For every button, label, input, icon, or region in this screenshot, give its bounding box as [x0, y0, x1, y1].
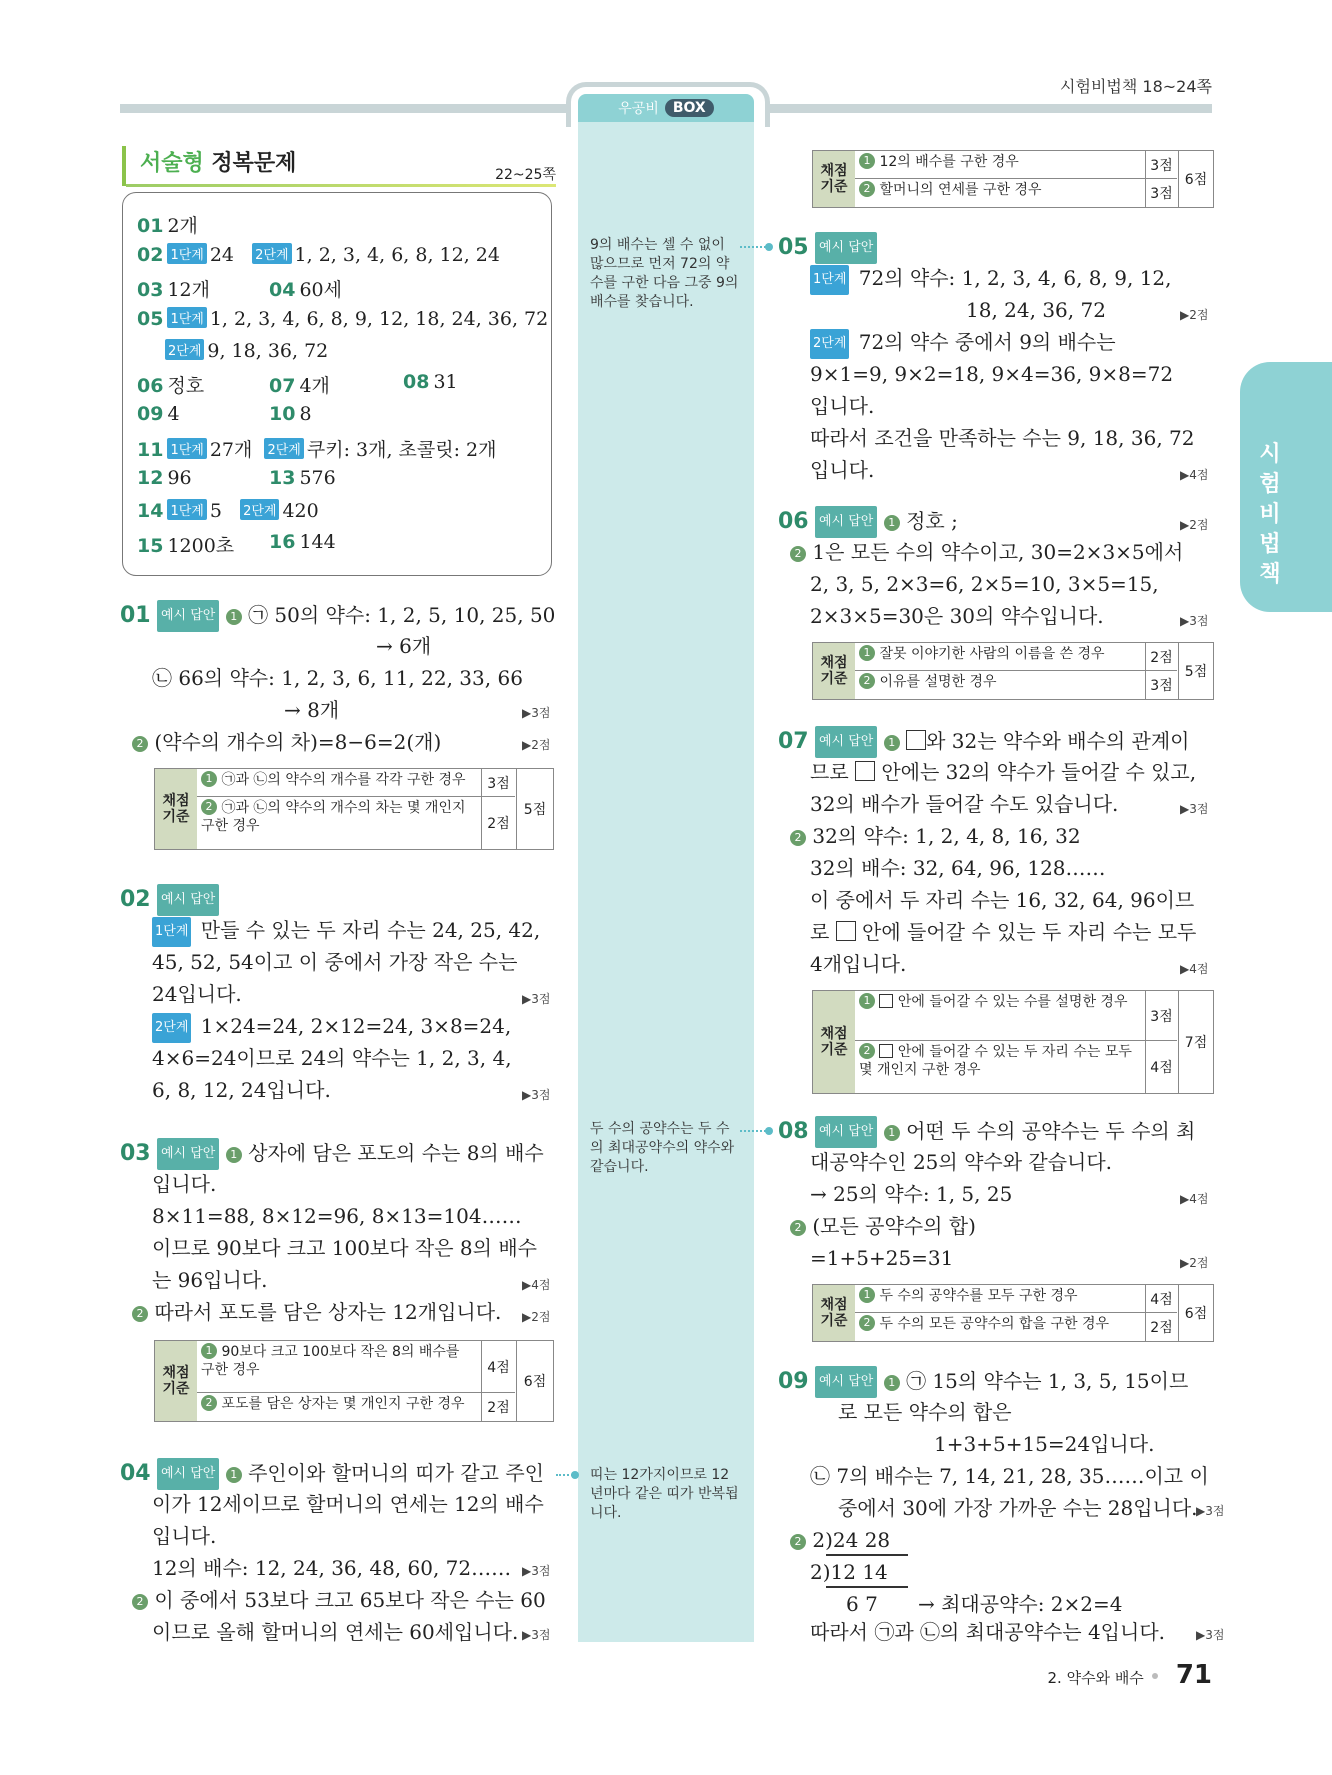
header-reference: 시험비법책 18~24쪽 [1060, 77, 1212, 96]
note-connector [740, 1130, 770, 1132]
points: ▶4점 [1180, 1192, 1209, 1206]
points: ▶3점 [1180, 614, 1209, 628]
q09-line1: 09 예시 답안 1 ㉠ 15의 약수는 1, 3, 5, 15이므 [778, 1366, 1188, 1398]
q08-line4: 2 (모든 공약수의 합) [790, 1212, 976, 1240]
scoring-row: 2 이유를 설명한 경우 [855, 671, 1145, 699]
points: ▶3점 [522, 1564, 551, 1578]
points: ▶3점 [522, 1628, 551, 1642]
side-tab-label: 시험비법책 [1259, 442, 1281, 587]
q07-line5: 32의 배수: 32, 64, 96, 128…… [810, 856, 1106, 880]
scoring-score: 2점 [1145, 1313, 1177, 1341]
q04-line3: 입니다. [152, 1524, 217, 1548]
q06-line3: 2, 3, 5, 2×3=6, 2×5=10, 3×5=15, [810, 572, 1159, 596]
q02-line0: 02 예시 답안 [120, 884, 219, 916]
q07-line2: 므로 안에는 32의 약수가 들어갈 수 있고, [810, 760, 1197, 784]
points: ▶2점 [522, 738, 551, 752]
answer-value: 12개 [167, 279, 210, 301]
answer-number: 01 [137, 215, 164, 237]
q03-line1: 03 예시 답안 1 상자에 담은 포도의 수는 8의 배수 [120, 1138, 544, 1170]
q05-line5: 입니다. [810, 394, 875, 418]
points: ▶3점 [522, 992, 551, 1006]
answer-value: 2개 [167, 215, 198, 237]
scoring-total: 5점 [1178, 643, 1213, 699]
points: ▶4점 [1180, 962, 1209, 976]
q06-line2: 2 1은 모든 수의 약수이고, 30=2×3×5에서 [790, 538, 1183, 566]
answer-value: 5 [209, 500, 222, 522]
scoring-total: 7점 [1178, 991, 1213, 1093]
points: ▶3점 [522, 1088, 551, 1102]
answer-number: 14 [137, 500, 164, 522]
scoring-label: 채점 기준 [155, 769, 197, 849]
answer-value: 24 [209, 244, 235, 266]
section-label-a: 서술형 [140, 151, 204, 176]
scoring-row: 2 두 수의 모든 공약수의 합을 구한 경우 [855, 1313, 1145, 1341]
q02-line6: 6, 8, 12, 24입니다. [152, 1078, 331, 1102]
q09-line4: ㉡ 7의 배수는 7, 14, 21, 28, 35……이고 이 [810, 1464, 1209, 1488]
q09-div3: 6 7 [846, 1592, 878, 1616]
note-q05: 9의 배수는 셀 수 없이 많으므로 먼저 72의 약수를 구한 다음 그중 9의 배수를 찾습니다. [590, 237, 739, 310]
page-number: 71 [1175, 1660, 1212, 1690]
q01-line4: → 8개 [284, 698, 340, 722]
q09-line6: 따라서 ㉠과 ㉡의 최대공약수는 4입니다. [810, 1620, 1165, 1644]
points: ▶4점 [522, 1278, 551, 1292]
answer-number: 06 [137, 375, 164, 397]
answer-value: 4개 [299, 375, 330, 397]
q07-line8: 4개입니다. [810, 952, 907, 976]
scoring-score: 2점 [1145, 643, 1177, 671]
q03-line3: 8×11=88, 8×12=96, 8×13=104…… [152, 1204, 522, 1228]
q05-line0: 05 예시 답안 [778, 232, 877, 264]
q04-line4: 12의 배수: 12, 24, 36, 48, 60, 72…… [152, 1556, 512, 1580]
sidebar-notes-column [578, 122, 754, 1642]
blank-box-icon [855, 761, 875, 781]
answer-value: 9, 18, 36, 72 [207, 340, 329, 362]
q06-line4: 2×3×5=30은 30의 약수입니다. [810, 604, 1104, 628]
scoring-score: 4점 [1145, 1041, 1177, 1093]
q05-line7: 입니다. [810, 458, 875, 482]
answer-value: 1200초 [167, 535, 235, 557]
scoring-score: 3점 [1145, 991, 1177, 1041]
answer-value: 8 [299, 403, 312, 425]
scoring-score: 3점 [1145, 671, 1177, 699]
scoring-score: 4점 [1145, 1285, 1177, 1313]
answer-value: 정호 [167, 375, 205, 397]
q08-line2: 대공약수인 25의 약수와 같습니다. [810, 1150, 1113, 1174]
division-line [826, 1554, 908, 1556]
q07-line7: 로 안에 들어갈 수 있는 두 자리 수는 모두 [810, 920, 1197, 944]
answer-value: 144 [299, 531, 336, 553]
answer-summary-box [122, 192, 552, 576]
q09-div4: → 최대공약수: 2×2=4 [918, 1592, 1123, 1616]
scoring-score: 3점 [1145, 151, 1177, 179]
q01-line3: ㉡ 66의 약수: 1, 2, 3, 6, 11, 22, 33, 66 [152, 666, 523, 690]
answer-number: 09 [137, 403, 164, 425]
example-answer-tag: 예시 답안 [157, 884, 219, 916]
answer-number: 05 [137, 308, 164, 330]
box-tab [578, 94, 754, 122]
step-badge: 1단계 [167, 243, 206, 264]
step-badge: 1단계 [167, 499, 206, 520]
example-answer-tag: 예시 답안 [157, 600, 219, 632]
q02-line1: 1단계 만들 수 있는 두 자리 수는 24, 25, 42, [152, 916, 540, 947]
scoring-score: 3점 [481, 769, 515, 797]
scoring-row: 2 ㉠과 ㉡의 약수의 개수의 차는 몇 개인지 구한 경우 [201, 800, 466, 834]
answer-number: 13 [269, 467, 296, 489]
step-badge: 2단계 [165, 339, 204, 360]
note-q08: 두 수의 공약수는 두 수의 최대공약수의 약수와 같습니다. [590, 1121, 735, 1175]
scoring-row: 2 안에 들어갈 수 있는 두 자리 수는 모두 몇 개인지 구한 경우 [859, 1044, 1132, 1078]
q07-line1: 07 예시 답안 1 와 32는 약수와 배수의 관계이 [778, 726, 1189, 758]
q07-line4: 2 32의 약수: 1, 2, 4, 8, 16, 32 [790, 822, 1081, 850]
answer-value: 576 [299, 467, 336, 489]
q01-line2: → 6개 [376, 634, 432, 658]
scoring-table-q03 [154, 1340, 554, 1422]
step-badge: 2단계 [264, 438, 303, 459]
answer-value: 96 [167, 467, 192, 489]
answer-value: 4 [167, 403, 180, 425]
scoring-row: 1 90보다 크고 100보다 작은 8의 배수를 구한 경우 [197, 1341, 481, 1393]
example-answer-tag: 예시 답안 [815, 1366, 877, 1398]
q05-line4: 9×1=9, 9×2=18, 9×4=36, 9×8=72 [810, 362, 1174, 386]
scoring-table-q08 [812, 1284, 1214, 1342]
step-badge: 1단계 [167, 438, 206, 459]
q08-line3: → 25의 약수: 1, 5, 25 [810, 1182, 1013, 1206]
box-tab-label: BOX [665, 99, 714, 117]
answer-number: 12 [137, 467, 164, 489]
scoring-row: 2 할머니의 연세를 구한 경우 [855, 179, 1145, 207]
scoring-score: 2점 [481, 1393, 515, 1421]
points: ▶2점 [1180, 308, 1209, 322]
answer-number: 03 [137, 279, 164, 301]
section-pages: 22~25쪽 [495, 167, 556, 183]
q02-line4: 2단계 1×24=24, 2×12=24, 3×8=24, [152, 1012, 511, 1043]
q07-line3: 32의 배수가 들어갈 수도 있습니다. [810, 792, 1119, 816]
q04-line1: 04 예시 답안 1 주인이와 할머니의 띠가 같고 주인 [120, 1458, 544, 1490]
blank-box-icon [906, 730, 926, 750]
example-answer-tag: 예시 답안 [815, 506, 877, 538]
points: ▶3점 [1196, 1628, 1225, 1642]
scoring-table-q04 [812, 150, 1214, 208]
q01-line1: 01 예시 답안 1 ㉠ 50의 약수: 1, 2, 5, 10, 25, 50 [120, 600, 555, 632]
page-footer [1048, 1660, 1213, 1690]
q02-line2: 45, 52, 54이고 이 중에서 가장 작은 수는 [152, 950, 518, 974]
q07-line6: 이 중에서 두 자리 수는 16, 32, 64, 96이므 [810, 888, 1195, 912]
q05-line1: 1단계 72의 약수: 1, 2, 3, 4, 6, 8, 9, 12, [810, 264, 1172, 295]
scoring-label: 채점 기준 [813, 1285, 855, 1341]
q02-line3: 24입니다. [152, 982, 242, 1006]
q04-line6: 이므로 올해 할머니의 연세는 60세입니다. [152, 1620, 519, 1644]
scoring-label: 채점 기준 [813, 991, 855, 1093]
scoring-row: 1 잘못 이야기한 사람의 이름을 쓴 경우 [855, 643, 1145, 671]
answer-number: 07 [269, 375, 296, 397]
scoring-total: 6점 [1178, 1285, 1213, 1341]
box-tab-prefix: 우공비 [618, 101, 659, 117]
points: ▶3점 [1196, 1504, 1225, 1518]
points: ▶4점 [1180, 468, 1209, 482]
q09-line3: 1+3+5+15=24입니다. [934, 1432, 1155, 1456]
scoring-total: 6점 [1178, 151, 1213, 207]
points: ▶2점 [1180, 518, 1209, 532]
q05-line3: 2단계 72의 약수 중에서 9의 배수는 [810, 328, 1116, 359]
q04-line2: 이가 12세이므로 할머니의 연세는 12의 배수 [152, 1492, 544, 1516]
answer-number: 04 [269, 279, 296, 301]
note-connector [556, 1474, 576, 1476]
q03-line4: 이므로 90보다 크고 100보다 작은 8의 배수 [152, 1236, 537, 1260]
example-answer-tag: 예시 답안 [815, 726, 877, 758]
example-answer-tag: 예시 답안 [157, 1458, 219, 1490]
scoring-row: 1 ㉠과 ㉡의 약수의 개수를 각각 구한 경우 [197, 769, 481, 797]
chapter-title: 2. 약수와 배수 [1047, 1669, 1144, 1687]
q05-line2: 18, 24, 36, 72 [966, 298, 1106, 322]
q09-line2: 로 모든 약수의 합은 [838, 1400, 1012, 1424]
q06-line1: 06 예시 답안 1 정호 ; [778, 506, 958, 538]
answer-number: 10 [269, 403, 296, 425]
example-answer-tag: 예시 답안 [157, 1138, 219, 1170]
answer-number: 08 [403, 371, 430, 393]
q09-line5: 중에서 30에 가장 가까운 수는 28입니다. [838, 1496, 1198, 1520]
answer-value: 60세 [299, 279, 342, 301]
q09-div1: 2 2)24 28 [790, 1526, 890, 1554]
q04-line5: 2 이 중에서 53보다 크고 65보다 작은 수는 60 [132, 1586, 546, 1614]
scoring-score: 4점 [481, 1341, 515, 1393]
scoring-row: 2 포도를 담은 상자는 몇 개인지 구한 경우 [197, 1393, 481, 1421]
answer-number: 16 [269, 531, 296, 553]
scoring-label: 채점 기준 [813, 643, 855, 699]
section-label-b: 정복문제 [203, 151, 297, 176]
scoring-row: 1 안에 들어갈 수 있는 수를 설명한 경우 [855, 991, 1145, 1041]
scoring-row: 1 12의 배수를 구한 경우 [855, 151, 1145, 179]
q03-line6: 2 따라서 포도를 담은 상자는 12개입니다. [132, 1298, 501, 1326]
scoring-score: 3점 [1145, 179, 1177, 207]
scoring-label: 채점 기준 [813, 151, 855, 207]
scoring-table-q06 [812, 642, 1214, 700]
section-underline [126, 184, 556, 187]
scoring-table-q01 [154, 768, 554, 850]
answer-value: 1, 2, 3, 4, 6, 8, 9, 12, 18, 24, 36, 72 [209, 308, 549, 330]
q02-line5: 4×6=24이므로 24의 약수는 1, 2, 3, 4, [152, 1046, 512, 1070]
answer-value: 31 [433, 371, 458, 393]
q09-div2: 2)12 14 [810, 1560, 888, 1584]
example-answer-tag: 예시 답안 [815, 232, 877, 264]
q03-line5: 는 96입니다. [152, 1268, 268, 1292]
q01-line5: 2 (약수의 개수의 차)=8−6=2(개) [132, 728, 441, 756]
q08-line5: =1+5+25=31 [810, 1246, 954, 1270]
example-answer-tag: 예시 답안 [815, 1116, 877, 1148]
division-line [826, 1586, 908, 1588]
note-connector [740, 246, 770, 248]
q03-line2: 입니다. [152, 1172, 217, 1196]
answer-number: 02 [137, 244, 164, 266]
blank-box-icon [836, 921, 856, 941]
answer-value: 1, 2, 3, 4, 6, 8, 12, 24 [294, 244, 500, 266]
scoring-table-q07 [812, 990, 1214, 1094]
answer-value: 27개 [209, 439, 253, 461]
step-badge: 1단계 [167, 307, 206, 328]
scoring-total: 5점 [516, 769, 553, 849]
scoring-label: 채점 기준 [155, 1341, 197, 1421]
step-badge: 2단계 [240, 499, 279, 520]
points: ▶3점 [522, 706, 551, 720]
points: ▶2점 [522, 1310, 551, 1324]
scoring-score: 2점 [481, 797, 515, 849]
answer-number: 15 [137, 535, 164, 557]
answer-number: 11 [137, 439, 164, 461]
note-q04: 띠는 12가지이므로 12년마다 같은 띠가 반복됩니다. [590, 1467, 739, 1521]
scoring-row: 1 두 수의 공약수를 모두 구한 경우 [855, 1285, 1145, 1313]
answer-value: 쿠키: 3개, 초콜릿: 2개 [306, 439, 497, 461]
q05-line6: 따라서 조건을 만족하는 수는 9, 18, 36, 72 [810, 426, 1195, 450]
section-title [122, 146, 556, 186]
points: ▶2점 [1180, 1256, 1209, 1270]
scoring-total: 6점 [516, 1341, 553, 1421]
answer-value: 420 [282, 500, 319, 522]
points: ▶3점 [1180, 802, 1209, 816]
step-badge: 2단계 [252, 243, 291, 264]
q08-line1: 08 예시 답안 1 어떤 두 수의 공약수는 두 수의 최 [778, 1116, 1195, 1148]
